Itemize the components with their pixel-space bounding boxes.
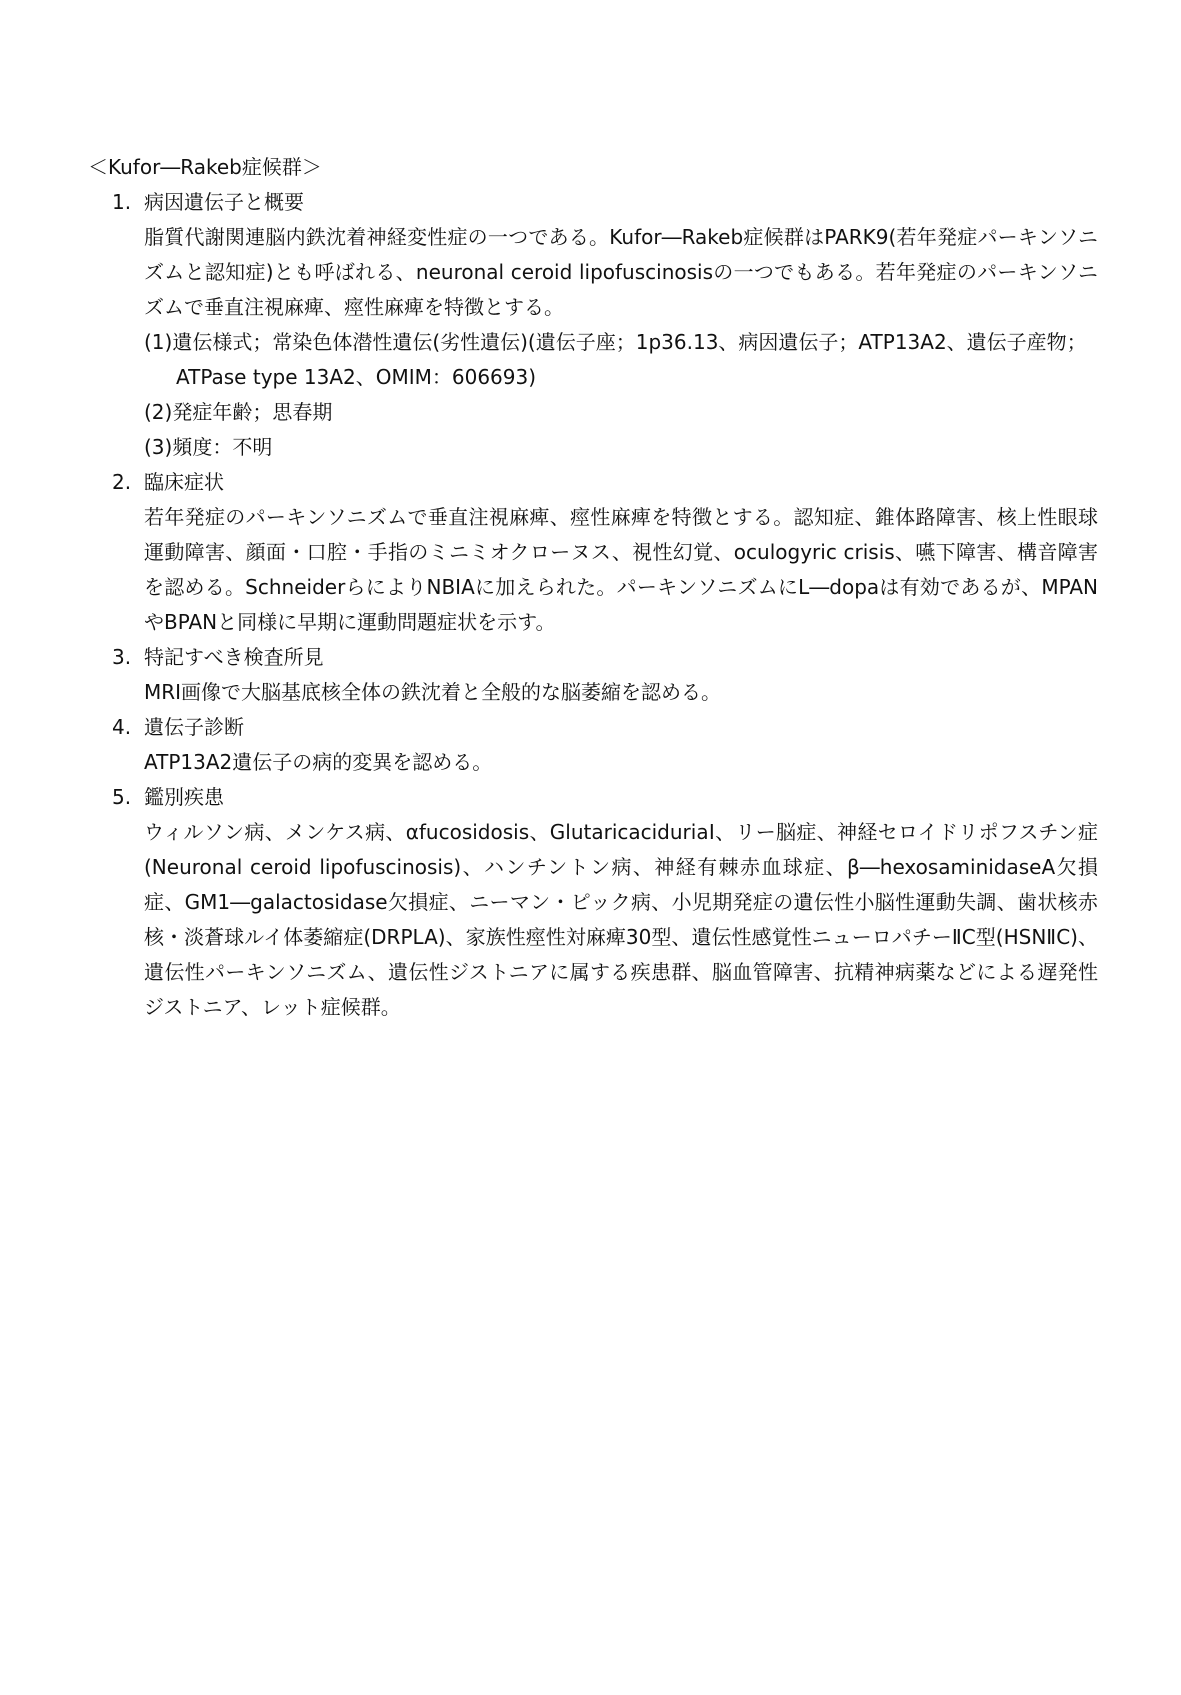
section-heading [88,185,1098,220]
section-number: 3. [112,645,132,669]
section-paragraph: 脂質代謝関連脳内鉄沈着神経変性症の一つである。Kufor―Rakeb症候群はPARK9(若年発症パーキンソニズムと認知症)とも呼ばれる、neuronal ceroid lipofuscinosisの一つでもある。若年発症のパーキンソニズムで垂直注視麻痺、痙性麻痺を特徴とする。 [144,225,1098,319]
section-heading [88,780,1098,815]
section-title: 病因遺伝子と概要 [144,190,304,214]
section-heading [88,640,1098,675]
section-title: 特記すべき検査所見 [144,645,324,669]
section-lab-findings [88,640,1098,710]
section-paragraph: ATP13A2遺伝子の病的変異を認める。 [144,750,493,774]
section-heading [88,710,1098,745]
frequency-item: (3)頻度：不明 [144,435,273,459]
section-number: 2. [112,470,132,494]
section-paragraph: MRI画像で大脳基底核全体の鉄沈着と全般的な脳萎縮を認める。 [144,680,722,704]
section-paragraph: 若年発症のパーキンソニズムで垂直注視麻痺、痙性麻痺を特徴とする。認知症、錐体路障害、核上性眼球運動障害、顔面・口腔・手指のミニミオクローヌス、視性幻覚、oculogyric crisis、嚥下障害、構音障害を認める。SchneiderらによりNBIAに加えられた。パーキンソニズムにL―dopaは有効であるが、MPANやBPANと同様に早期に運動問題症状を示す。 [144,505,1098,634]
section-number: 1. [112,190,132,214]
section-heading [88,465,1098,500]
section-paragraph: ウィルソン病、メンケス病、αfucosidosis、GlutaricaciduriaⅠ、リー脳症、神経セロイドリポフスチン症(Neuronal ceroid lipofuscinosis)、ハンチントン病、神経有棘赤血球症、β―hexosaminidaseA欠損症、GM1―galactosidase欠損症、ニーマン・ピック病、小児期発症の遺伝性小脳性運動失調、歯状核赤核・淡蒼球ルイ体萎縮症(DRPLA)、家族性痙性対麻痺30型、遺伝性感覚性ニューロパチーⅡC型(HSNⅡC)、遺伝性パーキンソニズム、遺伝性ジストニアに属する疾患群、脳血管障害、抗精神病薬などによる遅発性ジストニア、レット症候群。 [144,820,1098,1019]
section-title: 鑑別疾患 [144,785,224,809]
section-title: 臨床症状 [144,470,224,494]
section-clinical-symptoms [88,465,1098,640]
document-body [88,150,1098,1025]
section-differential-diagnosis [88,780,1098,1025]
inheritance-item: (1)遺伝様式；常染色体潜性遺伝(劣性遺伝)(遺伝子座；1p36.13、病因遺伝子；ATP13A2、遺伝子産物；ATPase type 13A2、OMIM：606693) [144,330,1087,389]
document-title: ＜Kufor―Rakeb症候群＞ [88,155,322,179]
onset-age-item: (2)発症年齢；思春期 [144,400,333,424]
section-genetic-diagnosis [88,710,1098,780]
section-number: 5. [112,785,132,809]
section-title: 遺伝子診断 [144,715,244,739]
section-etiology [88,185,1098,465]
section-number: 4. [112,715,132,739]
